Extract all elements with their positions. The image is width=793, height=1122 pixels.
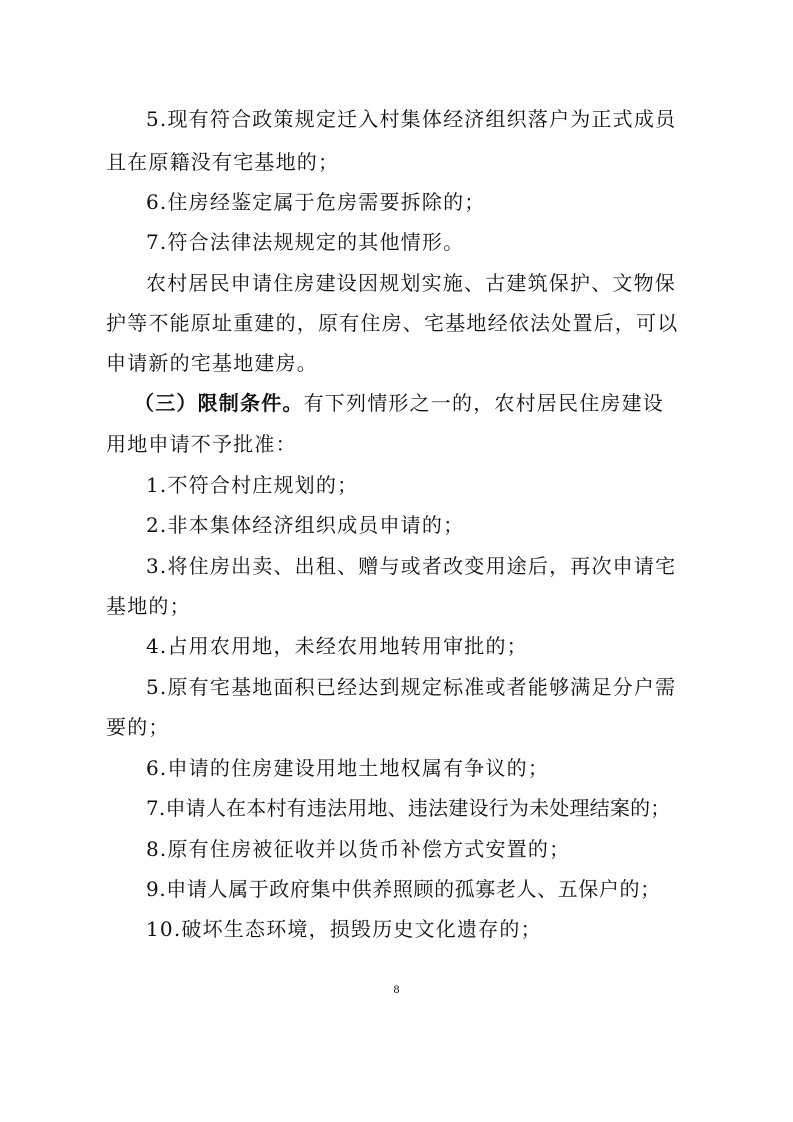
list-item: 3.将住房出卖、出租、赠与或者改变用途后，再次申请宅	[146, 554, 677, 578]
list-item: 2.非本集体经济组织成员申请的；	[146, 513, 465, 537]
paragraph-line: 且在原籍没有宅基地的；	[106, 150, 340, 174]
paragraph-line: 7.符合法律法规规定的其他情形。	[146, 230, 465, 254]
list-item: 1.不符合村庄规划的；	[146, 473, 359, 497]
list-item: 5.原有宅基地面积已经达到规定标准或者能够满足分户需	[146, 675, 677, 699]
list-item: 7.申请人在本村有违法用地、违法建设行为未处理结案的；	[146, 796, 671, 820]
paragraph-line: 申请新的宅基地建房。	[106, 351, 318, 375]
paragraph-line: 农村居民申请住房建设因规划实施、古建筑保护、文物保	[146, 271, 676, 295]
paragraph-line: 5.现有符合政策规定迁入村集体经济组织落户为正式成员	[146, 107, 677, 131]
list-item-continuation: 基地的；	[106, 594, 191, 618]
list-item: 4.占用农用地，未经农用地转用审批的；	[146, 634, 528, 658]
section-heading: （三）限制条件。	[134, 391, 304, 415]
paragraph-line: 6.住房经鉴定属于危房需要拆除的；	[146, 190, 486, 214]
section-heading-text: 有下列情形之一的，农村居民住房建设	[303, 391, 665, 415]
list-item: 10.破坏生态环境，损毁历史文化遗存的；	[146, 917, 542, 941]
paragraph-line: 护等不能原址重建的，原有住房、宅基地经依法处置后，可以	[106, 311, 679, 335]
section-heading-line	[134, 390, 664, 416]
paragraph-line: 用地申请不予批准：	[106, 432, 297, 456]
list-item-continuation: 要的；	[106, 715, 170, 739]
list-item: 8.原有住房被征收并以货币补偿方式安置的；	[146, 837, 571, 861]
list-item: 6.申请的住房建设用地土地权属有争议的；	[146, 756, 550, 780]
list-item: 9.申请人属于政府集中供养照顾的孤寡老人、五保户的；	[146, 877, 661, 901]
page-number: 8	[393, 982, 400, 996]
